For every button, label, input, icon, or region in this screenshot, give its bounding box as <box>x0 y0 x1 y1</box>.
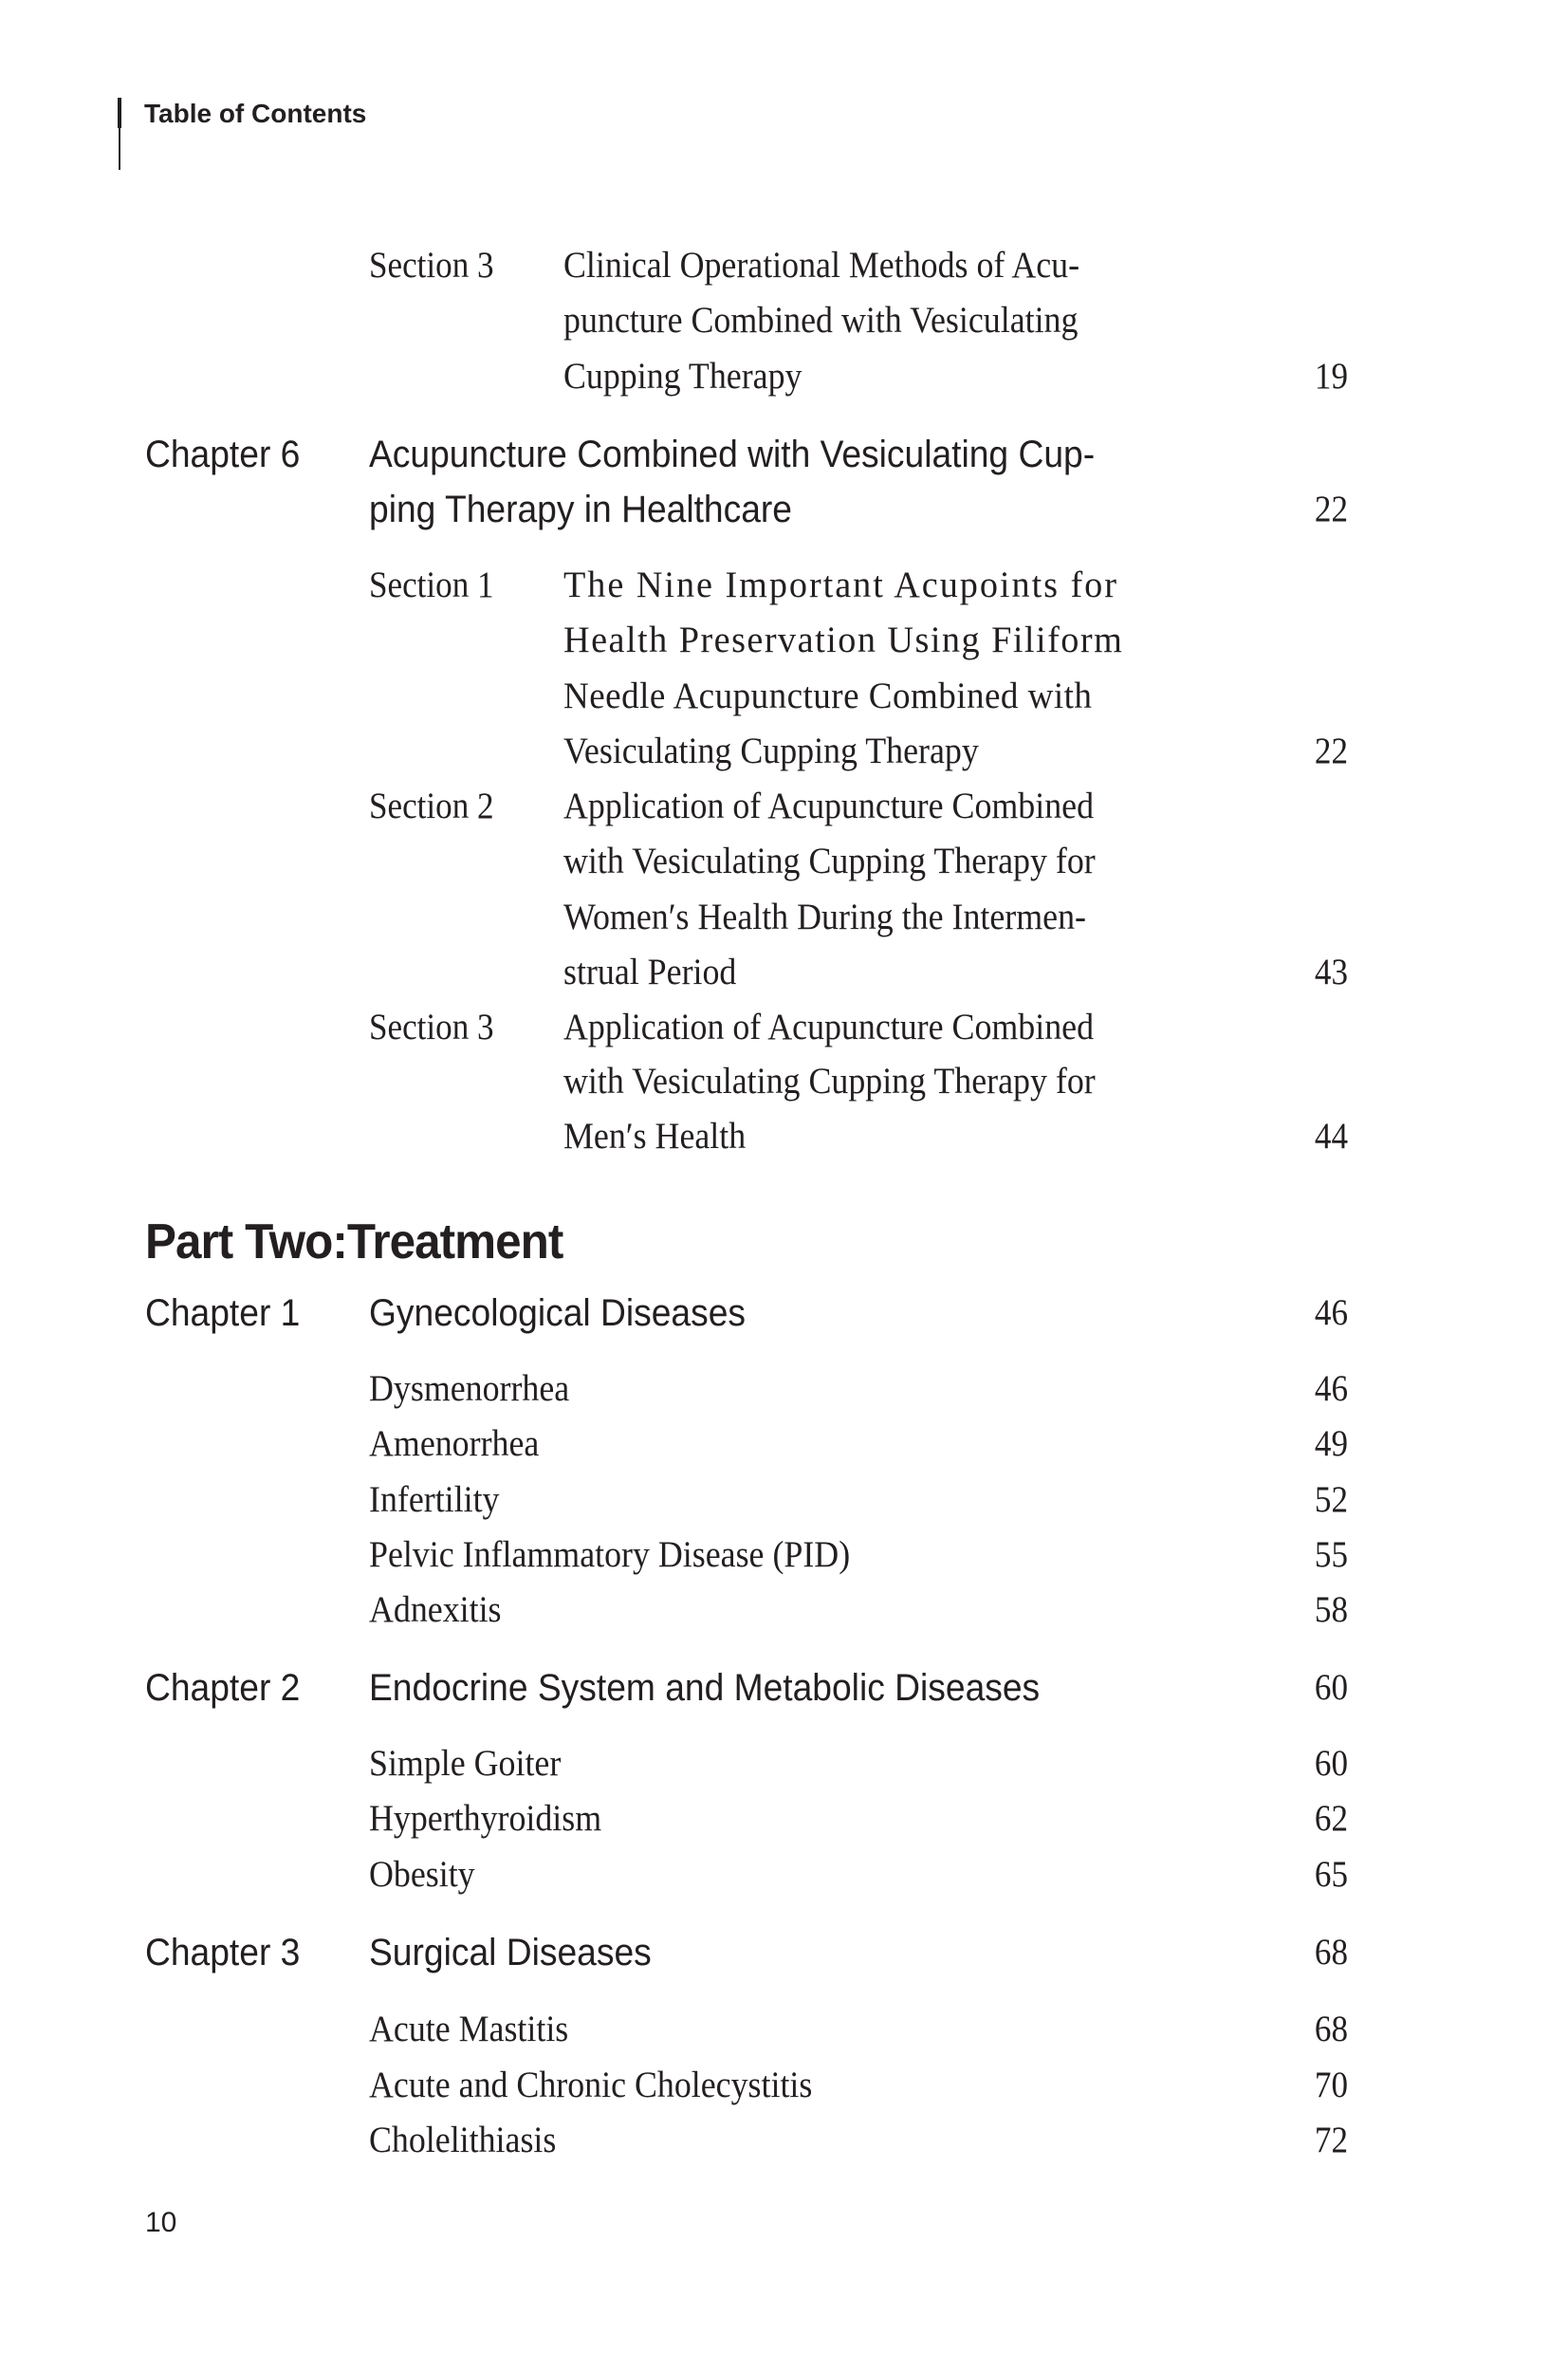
running-header-title: Table of Contents <box>144 99 367 128</box>
section-title-line: Health Preservation Using Filiform <box>563 620 1124 660</box>
item-title: Pelvic Inflammatory Disease (PID) <box>369 1534 851 1575</box>
section-title-line: Women′s Health During the Intermen- <box>563 897 1086 937</box>
item-title: Adnexitis <box>369 1589 502 1630</box>
page-number: 55 <box>1314 1534 1348 1575</box>
item-title: Dysmenorrhea <box>369 1368 570 1409</box>
section-title-line: with Vesiculating Cupping Therapy for <box>563 841 1096 881</box>
page-number: 72 <box>1314 2120 1348 2160</box>
chapter-label: Chapter 3 <box>145 1932 301 1973</box>
page-number: 70 <box>1314 2065 1348 2105</box>
chapter-label: Chapter 2 <box>145 1667 301 1709</box>
section-title-line: with Vesiculating Cupping Therapy for <box>563 1061 1096 1102</box>
section-label: Section 1 <box>369 565 494 605</box>
part-heading: Part Two:Treatment <box>145 1214 563 1269</box>
item-title: Acute Mastitis <box>369 2009 569 2049</box>
page-number: 46 <box>1314 1368 1348 1409</box>
page-number: 22 <box>1314 731 1348 771</box>
page-number: 22 <box>1314 489 1348 529</box>
item-title: Hyperthyroidism <box>369 1798 602 1839</box>
header-rule-accent <box>118 98 121 128</box>
page-number: 52 <box>1314 1479 1348 1520</box>
chapter-title-line: ping Therapy in Healthcare <box>369 489 792 530</box>
page-number: 58 <box>1314 1589 1348 1630</box>
chapter-title-line: Acupuncture Combined with Vesiculating Cup- <box>369 434 1096 475</box>
section-title-line: Men′s Health <box>563 1116 747 1157</box>
item-title: Obesity <box>369 1854 475 1895</box>
section-label: Section 3 <box>369 1007 494 1047</box>
page-number: 44 <box>1314 1116 1348 1157</box>
section-title-line: Application of Acupuncture Combined <box>563 1007 1095 1047</box>
item-title: Cholelithiasis <box>369 2120 557 2160</box>
page-number: 62 <box>1314 1798 1348 1839</box>
section-title-line: Cupping Therapy <box>563 356 802 397</box>
chapter-title: Surgical Diseases <box>369 1932 652 1973</box>
chapter-label: Chapter 1 <box>145 1292 301 1334</box>
section-title-line: puncture Combined with Vesiculating <box>563 300 1079 341</box>
section-title-line: Clinical Operational Methods of Acu- <box>563 245 1080 286</box>
section-title-line: Needle Acupuncture Combined with <box>563 676 1093 716</box>
page-number: 68 <box>1314 1932 1348 1973</box>
page-number: 46 <box>1314 1292 1348 1333</box>
section-title-line: Vesiculating Cupping Therapy <box>563 731 979 771</box>
page-number: 43 <box>1314 952 1348 992</box>
folio-page-number: 10 <box>145 2207 177 2238</box>
chapter-title: Gynecological Diseases <box>369 1292 746 1334</box>
chapter-label: Chapter 6 <box>145 434 301 475</box>
page-number: 60 <box>1314 1743 1348 1784</box>
section-title-line: strual Period <box>563 952 737 992</box>
section-title-line: Application of Acupuncture Combined <box>563 786 1095 826</box>
page-number: 49 <box>1314 1423 1348 1464</box>
section-label: Section 2 <box>369 786 494 826</box>
item-title: Amenorrhea <box>369 1423 540 1464</box>
page-number: 60 <box>1314 1667 1348 1708</box>
section-label: Section 3 <box>369 245 494 286</box>
page-number: 65 <box>1314 1854 1348 1895</box>
item-title: Infertility <box>369 1479 500 1520</box>
item-title: Acute and Chronic Cholecystitis <box>369 2065 813 2105</box>
section-title-line: The Nine Important Acupoints for <box>563 565 1118 605</box>
item-title: Simple Goiter <box>369 1743 562 1784</box>
page-number: 68 <box>1314 2009 1348 2049</box>
chapter-title: Endocrine System and Metabolic Diseases <box>369 1667 1041 1709</box>
page-number: 19 <box>1314 356 1348 397</box>
